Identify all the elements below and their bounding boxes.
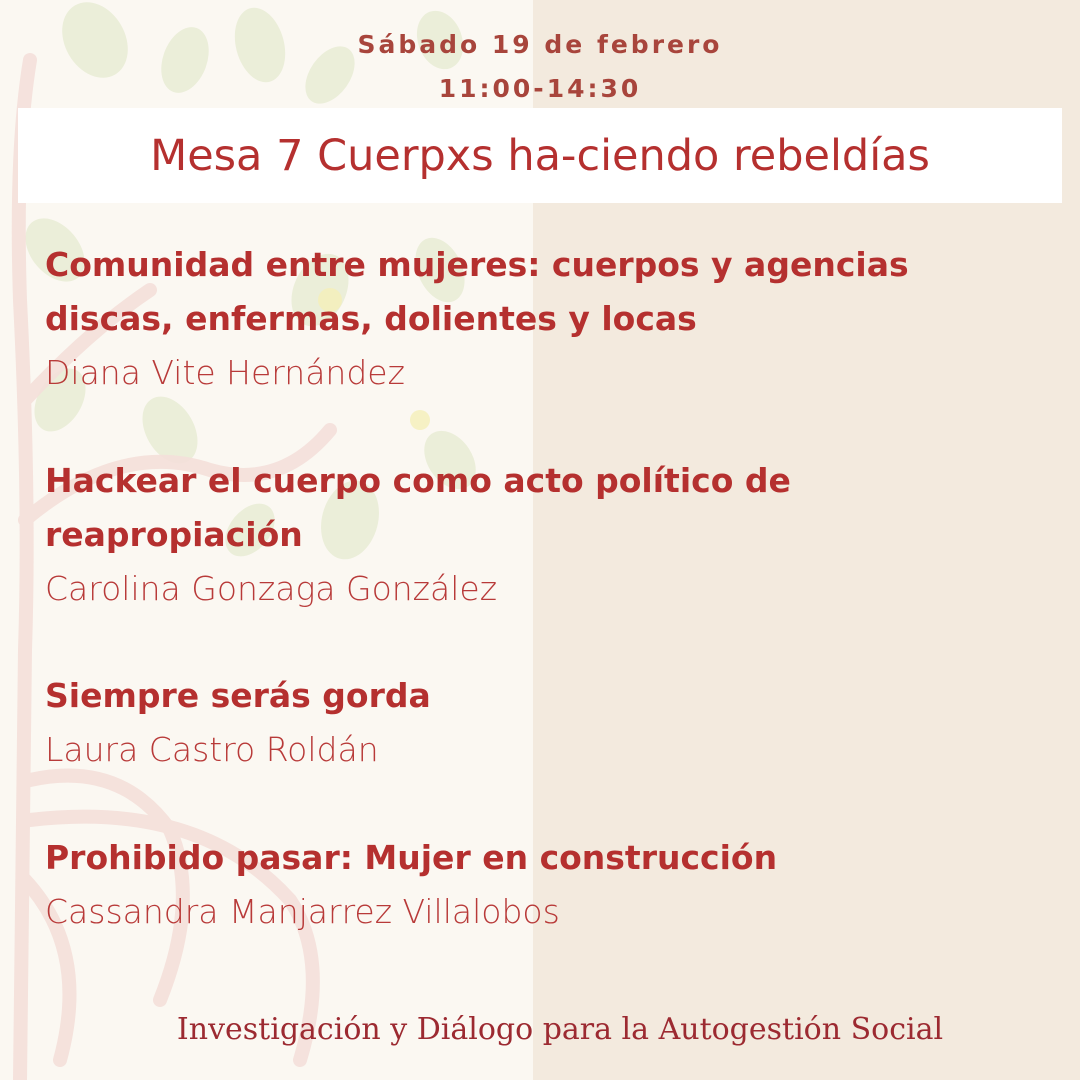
talk-title: Comunidad entre mujeres: cuerpos y agencias <box>45 245 909 284</box>
talk-title: discas, enfermas, dolientes y locas <box>45 299 697 338</box>
talk-item <box>45 454 1045 616</box>
talk-item <box>45 831 1045 939</box>
talk-title: reapropiación <box>45 515 303 554</box>
talk-author: Carolina Gonzaga González <box>45 569 498 608</box>
talk-title: Hackear el cuerpo como acto político de <box>45 461 791 500</box>
talk-author: Laura Castro Roldán <box>45 730 379 769</box>
talk-item <box>45 669 1045 777</box>
event-time: 11:00-14:30 <box>438 74 642 103</box>
event-date: Sábado 19 de febrero <box>357 30 723 59</box>
organization-footer: Investigación y Diálogo para la Autogestión Social <box>176 1012 944 1047</box>
talk-author: Cassandra Manjarrez Villalobos <box>45 892 560 931</box>
talk-author: Diana Vite Hernández <box>45 353 405 392</box>
talk-title: Siempre serás gorda <box>45 676 431 715</box>
talk-title: Prohibido pasar: Mujer en construcción <box>45 838 778 877</box>
title-banner <box>18 108 1062 203</box>
page-title: Mesa 7 Cuerpxs ha-ciendo rebeldías <box>150 130 930 181</box>
talk-item <box>45 238 1045 400</box>
